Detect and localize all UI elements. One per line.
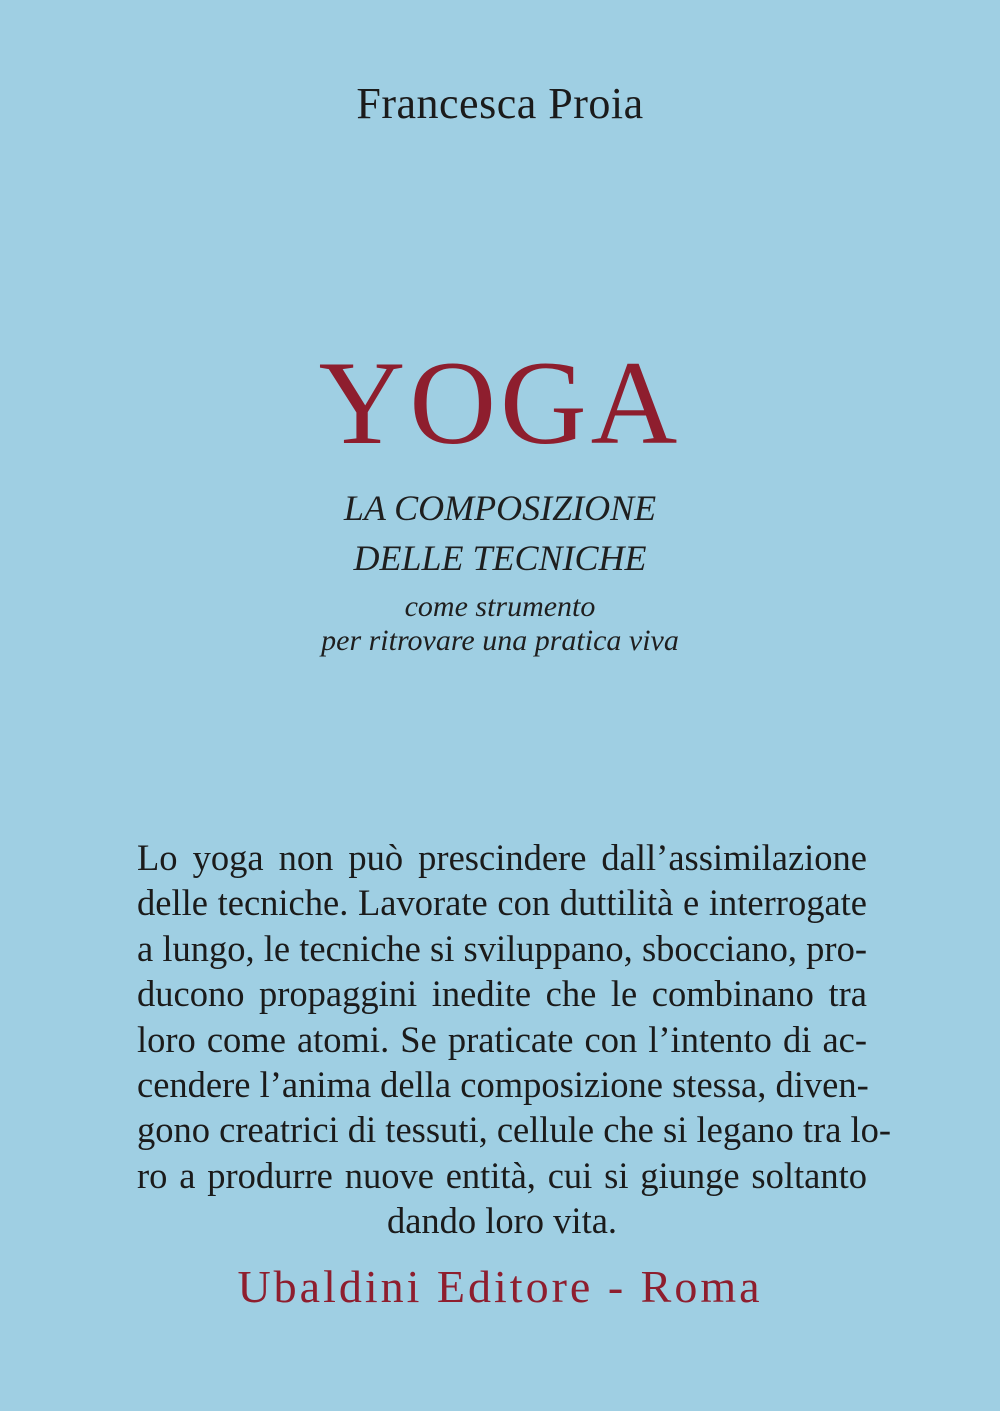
publisher-name: Ubaldini Editore - Roma bbox=[237, 1261, 763, 1312]
blurb-line: loro come atomi. Se praticate con l’intento di ac- bbox=[137, 1018, 867, 1060]
blurb-line: delle tecniche. Lavorate con duttilità e interrogate bbox=[137, 882, 867, 924]
subtitle-line: DELLE TECNICHE bbox=[353, 538, 647, 578]
blurb-line: ro a produrre nuove entità, cui si giunge soltanto bbox=[137, 1154, 867, 1196]
blurb-line: gono creatrici di tessuti, cellule che si legano tra lo- bbox=[137, 1109, 892, 1151]
blurb-line: dando loro vita. bbox=[386, 1200, 618, 1242]
subtitle-line: LA COMPOSIZIONE bbox=[343, 488, 657, 528]
blurb-line: ducono propaggini inedite che le combinano tra bbox=[137, 973, 867, 1015]
blurb-line: cendere l’anima della composizione stessa, diven- bbox=[137, 1063, 869, 1105]
subtitle-line: come strumento bbox=[404, 590, 596, 623]
author-name: Francesca Proia bbox=[356, 79, 644, 128]
book-title: YOGA bbox=[318, 336, 682, 469]
blurb-line: Lo yoga non può prescindere dall’assimilazione bbox=[137, 837, 867, 878]
subtitle-line: per ritrovare una pratica viva bbox=[321, 624, 679, 657]
blurb-paragraph bbox=[137, 835, 892, 1244]
blurb-line: a lungo, le tecniche si sviluppano, sbocciano, pro- bbox=[137, 927, 867, 969]
